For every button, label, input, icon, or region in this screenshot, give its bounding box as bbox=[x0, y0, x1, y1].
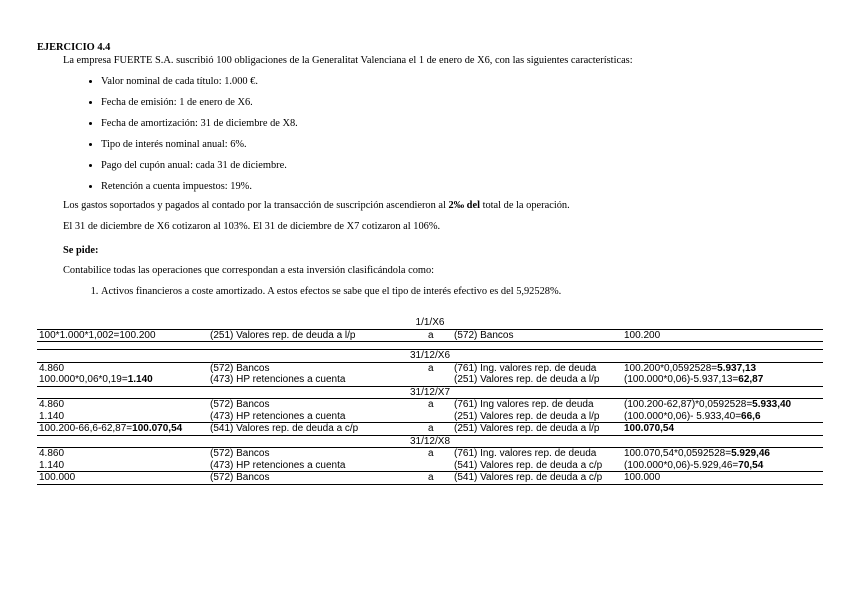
list-item: • Retención a cuenta impuestos: 19%. bbox=[101, 176, 298, 197]
characteristics-list bbox=[63, 71, 298, 197]
date-row: 31/12/X7 bbox=[37, 387, 823, 400]
table-row: 1.140 (473) HP retenciones a cuenta (251) Valores rep. de deuda a l/p (100.000*0,06)- 5.933,40=66,6 bbox=[37, 411, 823, 424]
date-row: 31/12/X6 bbox=[37, 349, 823, 363]
table-row: 4.860 (572) Bancos a (761) Ing valores rep. de deuda (100.200-62,87)*0,0592528=5.933,40 bbox=[39, 399, 792, 410]
table-row: 4.860 (572) Bancos a (761) Ing. valores rep. de deuda 100.070,54*0,0592528=5.929,46 bbox=[39, 448, 770, 459]
list-item: • Fecha de emisión: 1 de enero de X6. bbox=[101, 92, 298, 113]
exercise-title: EJERCICIO 4.4 bbox=[37, 42, 111, 53]
table-row: 100.000 (572) Bancos a (541) Valores rep. de deuda a c/p 100.000 bbox=[37, 472, 823, 485]
exercise-intro: La empresa FUERTE S.A. suscribió 100 obligaciones de la Generalitat Valenciana el 1 de enero de X6, con las siguientes características: bbox=[63, 55, 633, 66]
table-row: 100*1.000*1,002=100.200 (251) Valores rep. de deuda a l/p a (572) Bancos 100.200 bbox=[37, 329, 823, 343]
table-row: 4.860 (572) Bancos a (761) Ing. valores rep. de deuda 100.200*0,0592528=5.937,13 bbox=[39, 362, 757, 374]
quotes-paragraph: El 31 de diciembre de X6 cotizaron al 103%. El 31 de diciembre de X7 cotizaron al 106%. bbox=[63, 221, 441, 232]
list-item: • Pago del cupón anual: cada 31 de diciembre. bbox=[101, 155, 298, 176]
table-row: 100.200-66,6-62,87=100.070,54 (541) Valores rep. de deuda a c/p a (251) Valores rep. de deuda a l/p 100.070,54 bbox=[37, 423, 823, 436]
costs-paragraph: Los gastos soportados y pagados al contado por la transacción de suscripción ascendieron al 2‰ del total de la operación. bbox=[63, 200, 570, 211]
list-item: 1. Activos financieros a coste amortizado. A estos efectos se sabe que el tipo de interés efectivo es del 5,92528%. bbox=[101, 286, 561, 297]
list-item: • Valor nominal de cada título: 1.000 €. bbox=[101, 71, 298, 92]
journal-table bbox=[37, 317, 823, 485]
date-row: 1/1/X6 bbox=[415, 317, 445, 328]
date-row: 31/12/X8 bbox=[37, 436, 823, 449]
list-item: • Fecha de amortización: 31 de diciembre de X8. bbox=[101, 113, 298, 134]
task-list bbox=[63, 286, 561, 297]
instruction-paragraph: Contabilice todas las operaciones que correspondan a esta inversión clasificándola como: bbox=[63, 265, 435, 276]
table-row: 100.000*0,06*0,19=1.140 (473) HP retenciones a cuenta (251) Valores rep. de deuda a l/p (100.000*0,06)-5.937,13=62,87 bbox=[37, 374, 823, 387]
list-item: • Tipo de interés nominal anual: 6%. bbox=[101, 134, 298, 155]
table-row: 1.140 (473) HP retenciones a cuenta (541) Valores rep. de deuda a c/p (100.000*0,06)-5.929,46=70,54 bbox=[37, 460, 823, 473]
se-pide-heading: Se pide: bbox=[63, 245, 99, 256]
